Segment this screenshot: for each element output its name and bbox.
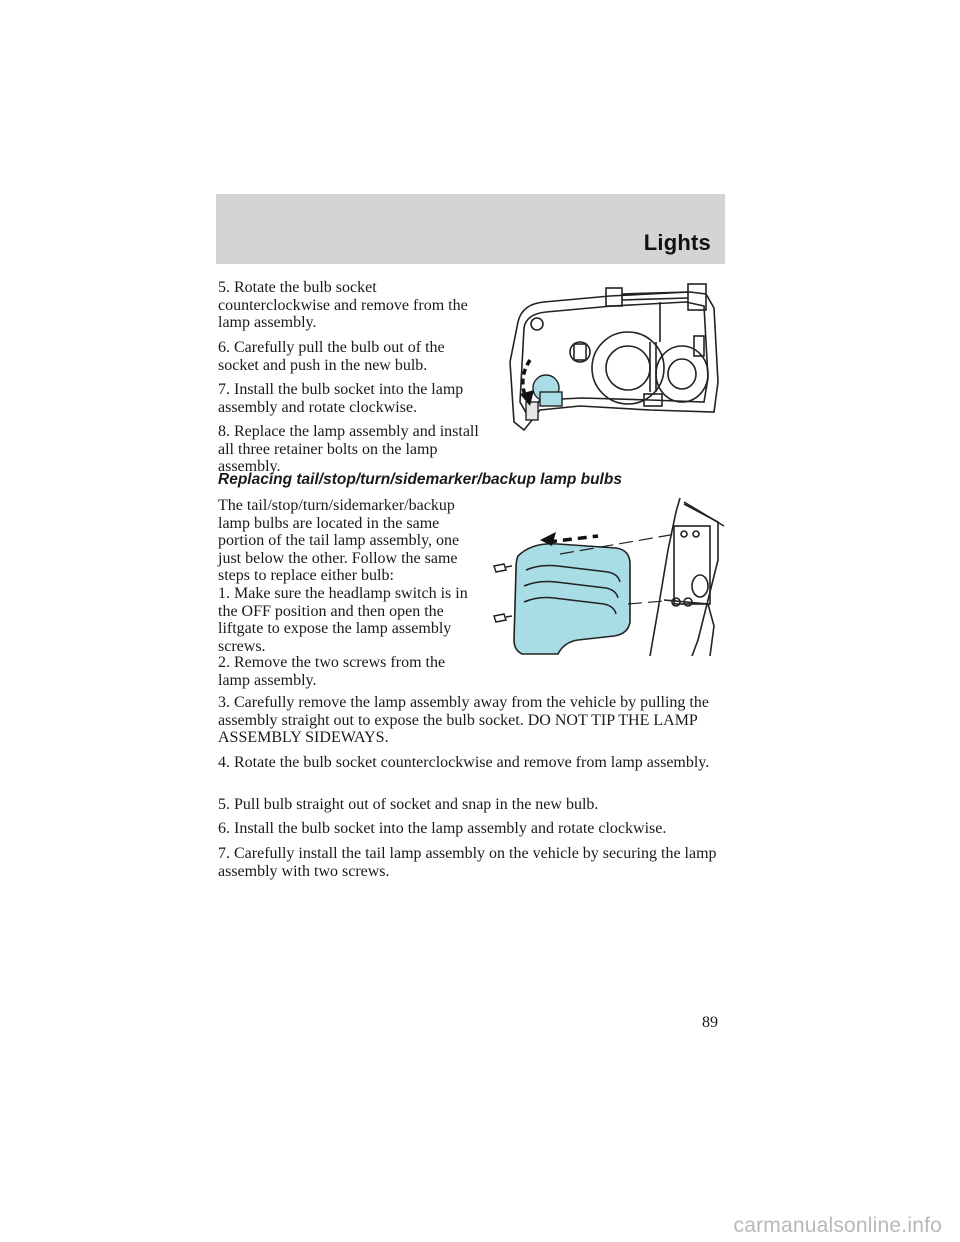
tail-step-1: 1. Make sure the headlamp switch is in the OFF position and then open the liftgate to expose the lamp assembly screws. <box>218 585 468 655</box>
step-6-headlamp: 6. Carefully pull the bulb out of the socket and push in the new bulb. <box>218 339 445 374</box>
tail-lamp-assembly-illustration <box>488 490 726 656</box>
tail-step-6: 6. Install the bulb socket into the lamp assembly and rotate clockwise. <box>218 820 667 837</box>
tail-lamp-heading: Replacing tail/stop/turn/sidemarker/backup lamp bulbs <box>218 471 622 488</box>
page-number: 89 <box>702 1014 718 1031</box>
footer-watermark: carmanualsonline.info <box>733 1214 942 1237</box>
headlamp-assembly-illustration <box>500 282 726 438</box>
tail-lamp-intro: The tail/stop/turn/sidemarker/backup lamp bulbs are located in the same portion of the tail lamp assembly, one just below the other. Follow the same steps to replace either bulb: <box>218 497 460 584</box>
tail-step-7: 7. Carefully install the tail lamp assembly on the vehicle by securing the lamp assembly with two screws. <box>218 845 717 880</box>
tail-step-2: 2. Remove the two screws from the lamp assembly. <box>218 654 446 689</box>
step-5-headlamp: 5. Rotate the bulb socket counterclockwise and remove from the lamp assembly. <box>218 279 468 331</box>
step-8-headlamp: 8. Replace the lamp assembly and install all three retainer bolts on the lamp assembly. <box>218 423 479 475</box>
section-title: Lights <box>643 230 711 255</box>
tail-step-5: 5. Pull bulb straight out of socket and snap in the new bulb. <box>218 796 599 813</box>
step-7-headlamp: 7. Install the bulb socket into the lamp assembly and rotate clockwise. <box>218 381 464 416</box>
tail-step-3: 3. Carefully remove the lamp assembly away from the vehicle by pulling the assembly straight out to expose the bulb socket. DO NOT TIP THE LAMP ASSEMBLY SIDEWAYS. <box>218 694 709 746</box>
tail-step-4: 4. Rotate the bulb socket counterclockwise and remove from lamp assembly. <box>218 754 710 771</box>
section-header-band <box>216 194 725 264</box>
